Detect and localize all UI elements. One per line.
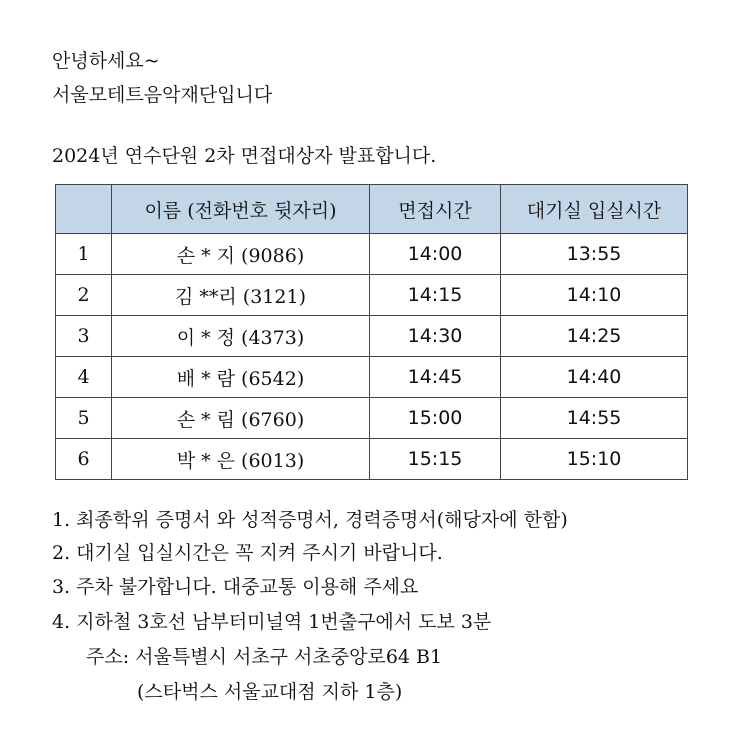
header-interview-time: 면접시간 — [370, 185, 501, 234]
note-item: 4. 지하철 3호선 남부터미널역 1번출구에서 도보 3분 — [52, 611, 492, 633]
table-row — [56, 357, 688, 398]
table-row — [56, 234, 688, 275]
table-row — [56, 439, 688, 480]
row-number: 3 — [56, 316, 112, 357]
row-number: 1 — [56, 234, 112, 275]
note-item: 3. 주차 불가합니다. 대중교통 이용해 주세요 — [52, 576, 419, 598]
row-number: 2 — [56, 275, 112, 316]
announcement-heading: 2024년 연수단원 2차 면접대상자 발표합니다. — [52, 145, 437, 167]
waiting-room-time: 13:55 — [501, 234, 688, 275]
organization-line: 서울모테트음악재단입니다 — [52, 84, 273, 106]
interview-time: 14:30 — [370, 316, 501, 357]
candidate-name: 김 **리 (3121) — [112, 275, 370, 316]
interview-time: 15:15 — [370, 439, 501, 480]
candidate-name: 박 * 은 (6013) — [112, 439, 370, 480]
row-number: 5 — [56, 398, 112, 439]
header-name: 이름 (전화번호 뒷자리) — [112, 185, 370, 234]
waiting-room-time: 14:25 — [501, 316, 688, 357]
waiting-room-time: 14:40 — [501, 357, 688, 398]
table-row — [56, 275, 688, 316]
header-number — [56, 185, 112, 234]
row-number: 4 — [56, 357, 112, 398]
greeting-text: 안녕하세요~ — [52, 50, 160, 72]
note-item: 2. 대기실 입실시간은 꼭 지켜 주시기 바랍니다. — [52, 542, 443, 564]
interview-schedule-table — [55, 184, 688, 480]
table-header-row — [56, 185, 688, 234]
header-waiting-room-time: 대기실 입실시간 — [501, 185, 688, 234]
candidate-name: 손 * 림 (6760) — [112, 398, 370, 439]
interview-time: 14:45 — [370, 357, 501, 398]
candidate-name: 배 * 람 (6542) — [112, 357, 370, 398]
waiting-room-time: 14:10 — [501, 275, 688, 316]
table-row — [56, 316, 688, 357]
interview-time: 14:15 — [370, 275, 501, 316]
waiting-room-time: 15:10 — [501, 439, 688, 480]
table-row — [56, 398, 688, 439]
interview-time: 14:00 — [370, 234, 501, 275]
row-number: 6 — [56, 439, 112, 480]
address-line: 주소: 서울특별시 서초구 서초중앙로64 B1 — [86, 646, 443, 668]
interview-time: 15:00 — [370, 398, 501, 439]
address-detail-line: (스타벅스 서울교대점 지하 1층) — [137, 681, 403, 703]
waiting-room-time: 14:55 — [501, 398, 688, 439]
candidate-name: 손 * 지 (9086) — [112, 234, 370, 275]
note-item: 1. 최종학위 증명서 와 성적증명서, 경력증명서(해당자에 한함) — [52, 509, 568, 531]
candidate-name: 이 * 정 (4373) — [112, 316, 370, 357]
